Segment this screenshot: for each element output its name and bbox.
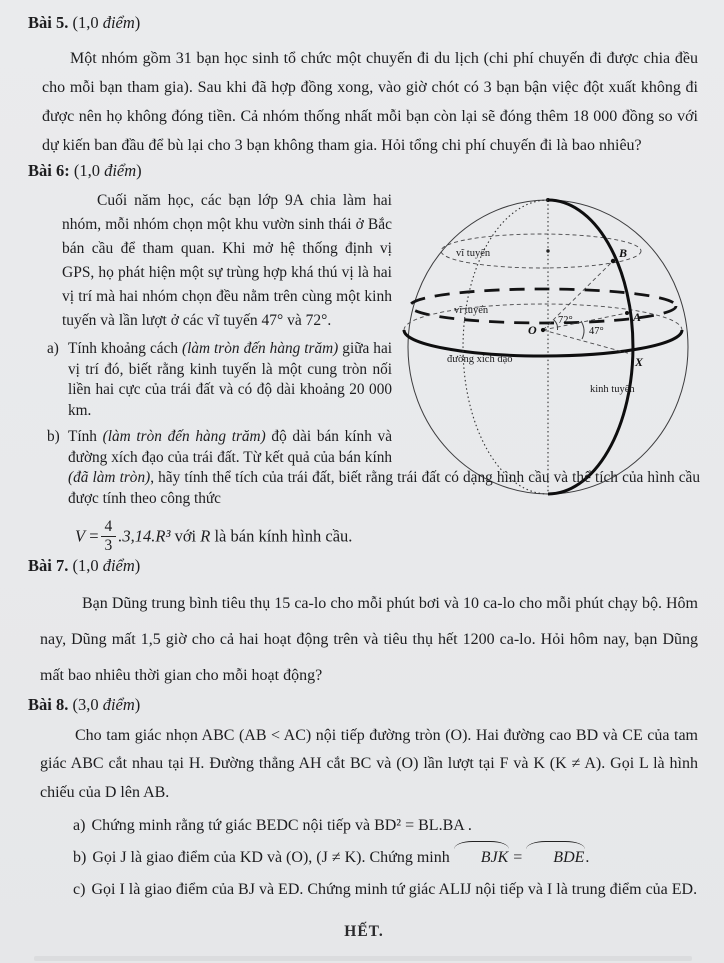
angle-bjk: BJK: [454, 844, 510, 871]
scan-artifact-strip: [34, 956, 692, 961]
item-b-marker: b): [73, 849, 87, 867]
angle-47-label: 47°: [589, 326, 604, 337]
bai8-points: (3,0 điểm): [72, 694, 141, 714]
angle-72-label: 72°: [558, 315, 573, 326]
bai8-item-b: b) Gọi J là giao điểm của KD và (O), (J ≠ K). Chứng minh BJK = BDE.: [47, 844, 698, 871]
bai6-item-b: b) Tính (làm tròn đến hàng trăm) độ dài bán kính và đường xích đạo của trái đất. Từ kết quả của bán kính (đã làm tròn), hãy tính thể tích của trái đất, biết rằng trái đất có dạng hình cầu và thể tích của hình cầu được tính theo công thức: [47, 428, 700, 507]
latitude-mid-label: vĩ tuyến: [454, 305, 489, 316]
bai7-points: (1,0 điểm): [72, 555, 141, 575]
bai6-heading: [28, 160, 700, 182]
point-b-label: B: [619, 246, 628, 260]
point-a-label: A: [633, 310, 642, 324]
volume-formula: V = $\frac{4}{3}$ .3,14.R³ với R là bán kính hình cầu.: [75, 518, 353, 555]
equator-label: đường xích đạo: [447, 354, 513, 365]
latitude-top-label: vĩ tuyến: [456, 248, 491, 259]
meridian-front-arc: [548, 200, 633, 494]
bai6-intro: Cuối năm học, các bạn lớp 9A chia làm hai nhóm, mỗi nhóm chọn một khu vườn sinh thái ở Bắc bán cầu để tham quan. Khi mở hệ thống định vị GPS, họ phát hiện một sự trùng hợp khá thú vị là hai vị trí mà hai nhóm chọn đều nằm trên cùng một kinh tuyến và lần lượt ở các vĩ tuyến 47° và 72°.: [62, 192, 392, 329]
bai6-points: (1,0 điểm): [73, 161, 142, 180]
section-bai7: [28, 555, 700, 694]
point-o-dot: [541, 328, 545, 332]
bai8-label: Bài 8.: [28, 694, 69, 714]
point-x-label: X: [635, 355, 644, 369]
bai8-item-a: a) Chứng minh rằng tứ giác BEDC nội tiếp và BD² = BL.BA .: [73, 817, 472, 835]
end-of-exam-label: HẾT.: [344, 923, 384, 941]
meridian-label: kinh tuyến: [590, 384, 635, 395]
item-a-marker: a): [47, 340, 59, 357]
fraction: $\frac{4}{3}$: [101, 519, 117, 555]
angle-bde: BDE: [526, 844, 585, 871]
bai7-label: Bài 7.: [28, 555, 69, 575]
meridian-back-arc: [463, 200, 548, 494]
section-bai8: [28, 694, 700, 904]
item-a-marker: a): [73, 817, 86, 835]
globe-diagram: [398, 189, 700, 501]
item-c-marker: c): [73, 881, 86, 899]
bai8-heading: [28, 694, 700, 716]
globe-figure: [398, 189, 700, 465]
point-b-dot: [611, 259, 615, 263]
section-bai6: [28, 160, 700, 555]
axis-dot: [546, 249, 549, 252]
section-bai5: [28, 12, 700, 160]
bai7-body: Bạn Dũng trung bình tiêu thụ 15 ca-lo cho mỗi phút bơi và 10 ca-lo cho mỗi phút chạy bộ. Hôm nay, Dũng mất 1,5 giờ cho cả hai hoạt động trên và tiêu thụ hết 1200 ca-lo. Hỏi hôm nay, bạn Dũng mất bao nhiêu thời gian cho mỗi hoạt động?: [40, 594, 698, 684]
bai5-points: (1,0 điểm): [72, 13, 141, 32]
bai5-heading: [28, 12, 700, 34]
bai8-item-c: c) Gọi I là giao điểm của BJ và ED. Chứng minh tứ giác ALIJ nội tiếp và I là trung điểm của ED.: [73, 881, 698, 899]
point-a-dot: [625, 311, 629, 315]
bai6-item-a: a) Tính khoảng cách (làm tròn đến hàng trăm) giữa hai vị trí đó, biết rằng kinh tuyến là một cung tròn nối liền hai cực của trái đất và có độ dài khoảng 20 000 km.: [47, 340, 392, 419]
item-b-marker: b): [47, 428, 60, 445]
radius-ob-line: [543, 261, 613, 330]
bai7-heading: [28, 555, 700, 577]
bai5-body: Một nhóm gồm 31 bạn học sinh tổ chức một chuyến đi du lịch (chi phí chuyến đi được chia đều cho mỗi bạn tham gia). Sau khi đã hợp đồng xong, vào giờ chót có 3 bạn bận việc đột xuất không đi được nên họ không đóng tiền. Cả nhóm thống nhất mỗi bạn còn lại sẽ đóng thêm 18 000 đồng so với dự kiến ban đầu để bù lại cho 3 bạn không tham gia. Hỏi tổng chi phí chuyến đi là bao nhiêu?: [42, 50, 698, 154]
angle-47-tick: [581, 321, 584, 339]
bai6-body: [28, 189, 700, 555]
point-o-label: O: [528, 323, 537, 337]
radius-ox-line: [543, 330, 631, 354]
bai5-label: Bài 5.: [28, 13, 69, 32]
bai6-label: Bài 6:: [28, 161, 70, 180]
equator-front-arc: [404, 330, 682, 356]
bai8-intro: Cho tam giác nhọn ABC (AB < AC) nội tiếp đường tròn (O). Hai đường cao BD và CE của tam giác ABC cắt nhau tại H. Đường thẳng AH cắt BC và (O) lần lượt tại F và K (K ≠ A). Gọi L là hình chiếu của D lên AB.: [40, 726, 698, 801]
